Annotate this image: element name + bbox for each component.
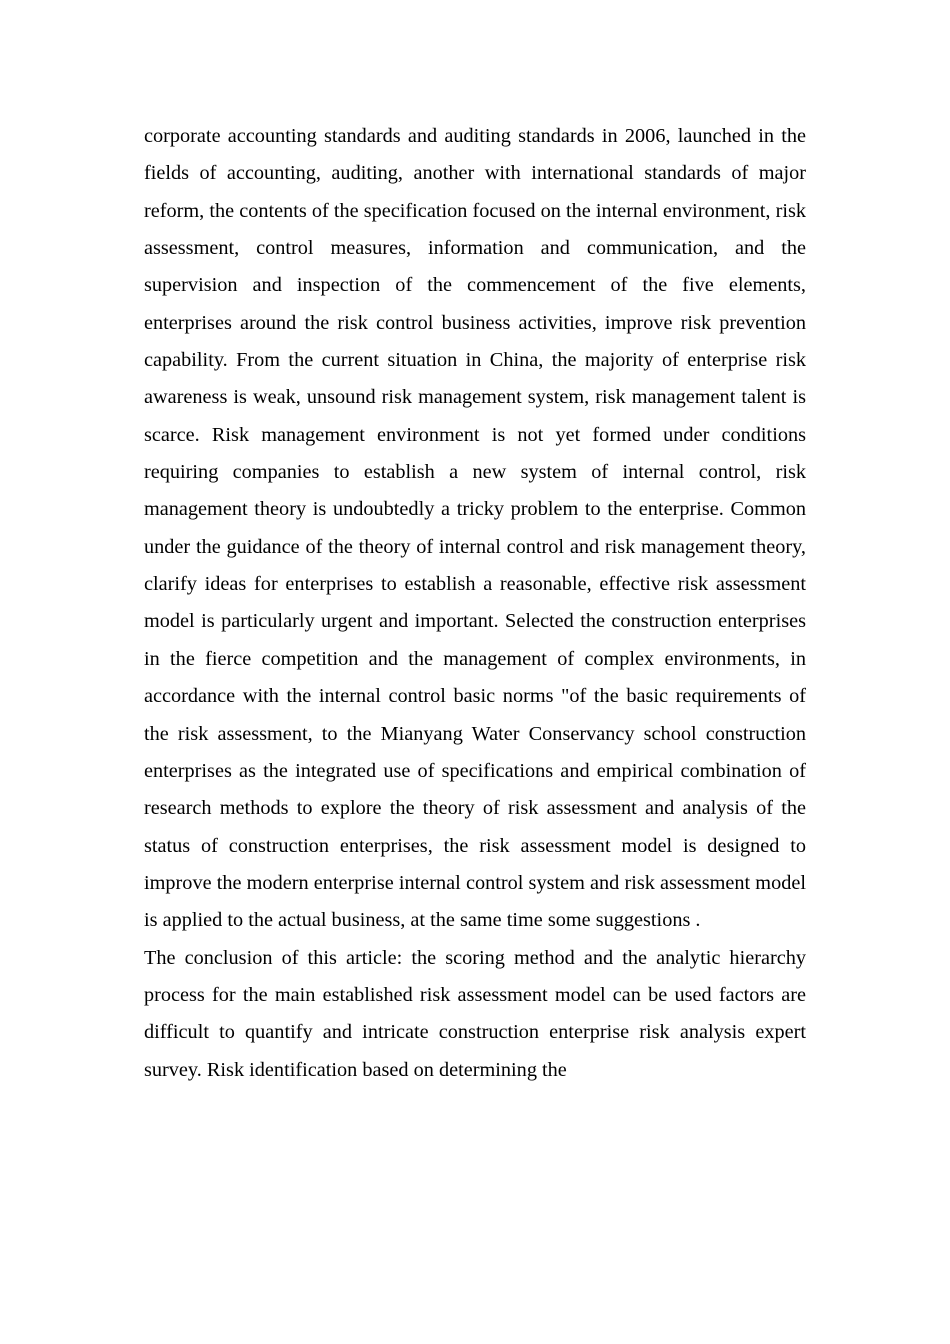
document-body <box>144 118 806 1089</box>
paragraph-2: The conclusion of this article: the scoring method and the analytic hierarchy process for the main established risk assessment model can be used factors are difficult to quantify and intricate construction enterprise risk analysis expert survey. Risk identification based on determining the <box>144 946 806 1081</box>
paragraph-1: corporate accounting standards and auditing standards in 2006, launched in the fields of accounting, auditing, another with international standards of major reform, the contents of the specification focused on the internal environment, risk assessment, control measures, information and communication, and the supervision and inspection of the commencement of the five elements, enterprises around the risk control business activities, improve risk prevention capability. From the current situation in China, the majority of enterprise risk awareness is weak, unsound risk management system, risk management talent is scarce. Risk management environment is not yet formed under conditions requiring companies to establish a new system of internal control, risk management theory is undoubtedly a tricky problem to the enterprise. Common under the guidance of the theory of internal control and risk management theory, clarify ideas for enterprises to establish a reasonable, effective risk assessment model is particularly urgent and important. Selected the construction enterprises in the fierce competition and the management of complex environments, in accordance with the internal control basic norms "of the basic requirements of the risk assessment, to the Mianyang Water Conservancy school construction enterprises as the integrated use of specifications and empirical combination of research methods to explore the theory of risk assessment and analysis of the status of construction enterprises, the risk assessment model is designed to improve the modern enterprise internal control system and risk assessment model is applied to the actual business, at the same time some suggestions . <box>144 125 806 932</box>
